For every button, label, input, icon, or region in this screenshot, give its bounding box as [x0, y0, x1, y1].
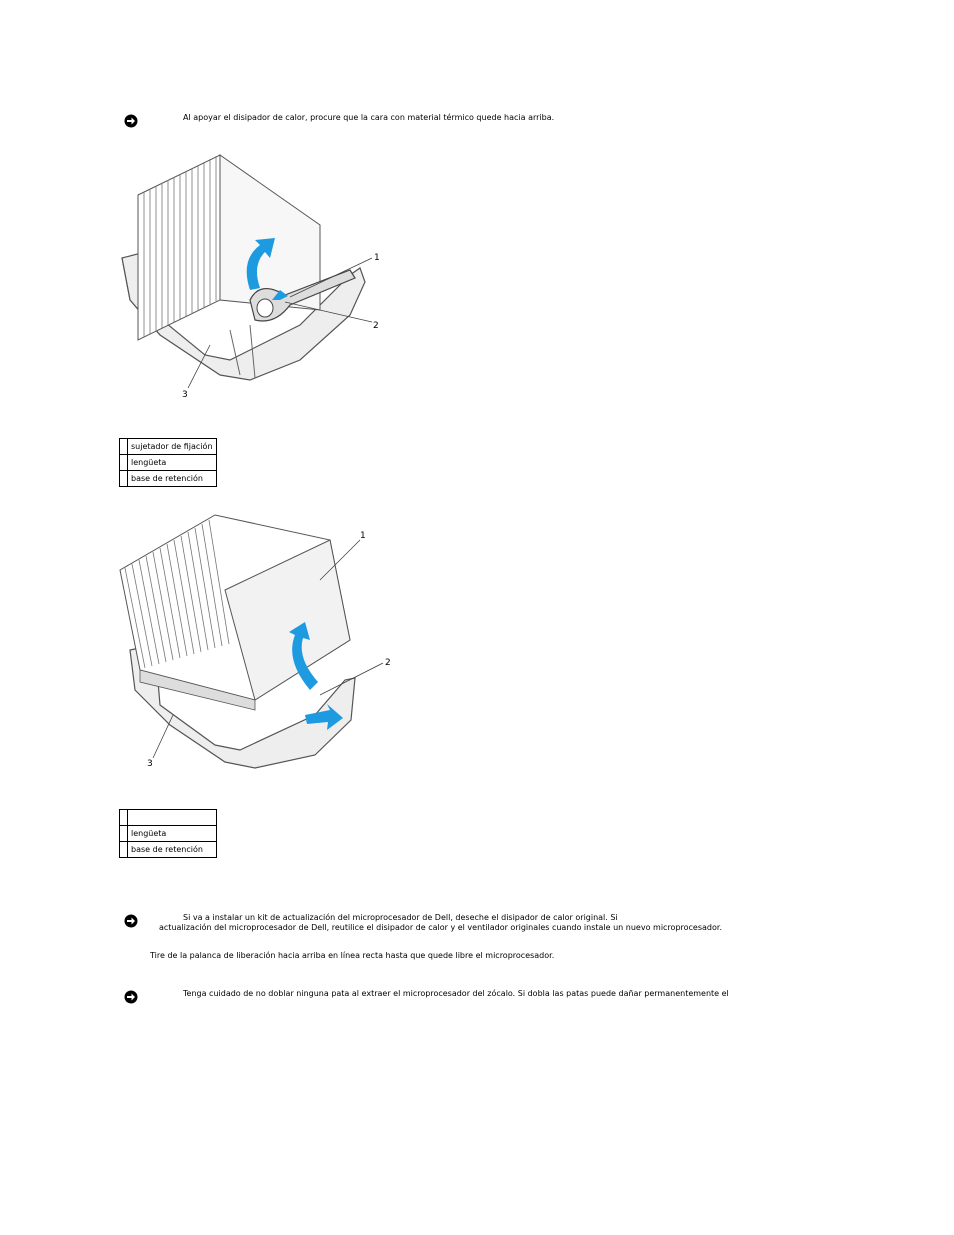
legend-row: [120, 471, 217, 487]
step-text: Tire de la palanca de liberación hacia arriba en línea recta hasta que quede libre el microprocesador.: [150, 951, 555, 960]
heat-sink-removal-illustration: [115, 510, 400, 775]
callout-1: 1: [374, 253, 380, 263]
legend-table: [119, 809, 217, 858]
notice-icon: [124, 914, 138, 928]
legend-label: sujetador de fijación: [128, 439, 217, 455]
legend-row: [120, 842, 217, 858]
heat-sink-clip-illustration: [110, 150, 390, 405]
legend-row: [120, 810, 217, 826]
legend-label: base de retención: [128, 842, 217, 858]
callout-2: 2: [385, 658, 391, 668]
legend-row: [120, 455, 217, 471]
callout-3: 3: [182, 390, 188, 400]
notice-icon: [124, 990, 138, 1004]
notice-icon: [124, 114, 138, 128]
notice-text: Tenga cuidado de no doblar ninguna pata al extraer el microprocesador del zócalo. Si dobla las patas puede dañar permanentemente el: [183, 989, 729, 998]
legend-label: lengüeta: [128, 826, 217, 842]
callout-2: 2: [373, 321, 379, 331]
notice-text-line-1: Si va a instalar un kit de actualización del microprocesador de Dell, deseche el disipador de calor original. Si: [183, 913, 618, 922]
legend-label: [128, 810, 217, 826]
notice-text: Al apoyar el disipador de calor, procure que la cara con material térmico quede hacia arriba.: [183, 113, 555, 122]
legend-row: [120, 826, 217, 842]
legend-row: [120, 439, 217, 455]
notice-text-line-2: actualización del microprocesador de Dell, reutilice el disipador de calor y el ventilador originales cuando instale un nuevo microprocesador.: [159, 923, 722, 932]
legend-label: base de retención: [128, 471, 217, 487]
callout-1: 1: [360, 531, 366, 541]
legend-table: [119, 438, 217, 487]
legend-label: lengüeta: [128, 455, 217, 471]
callout-3: 3: [147, 759, 153, 769]
